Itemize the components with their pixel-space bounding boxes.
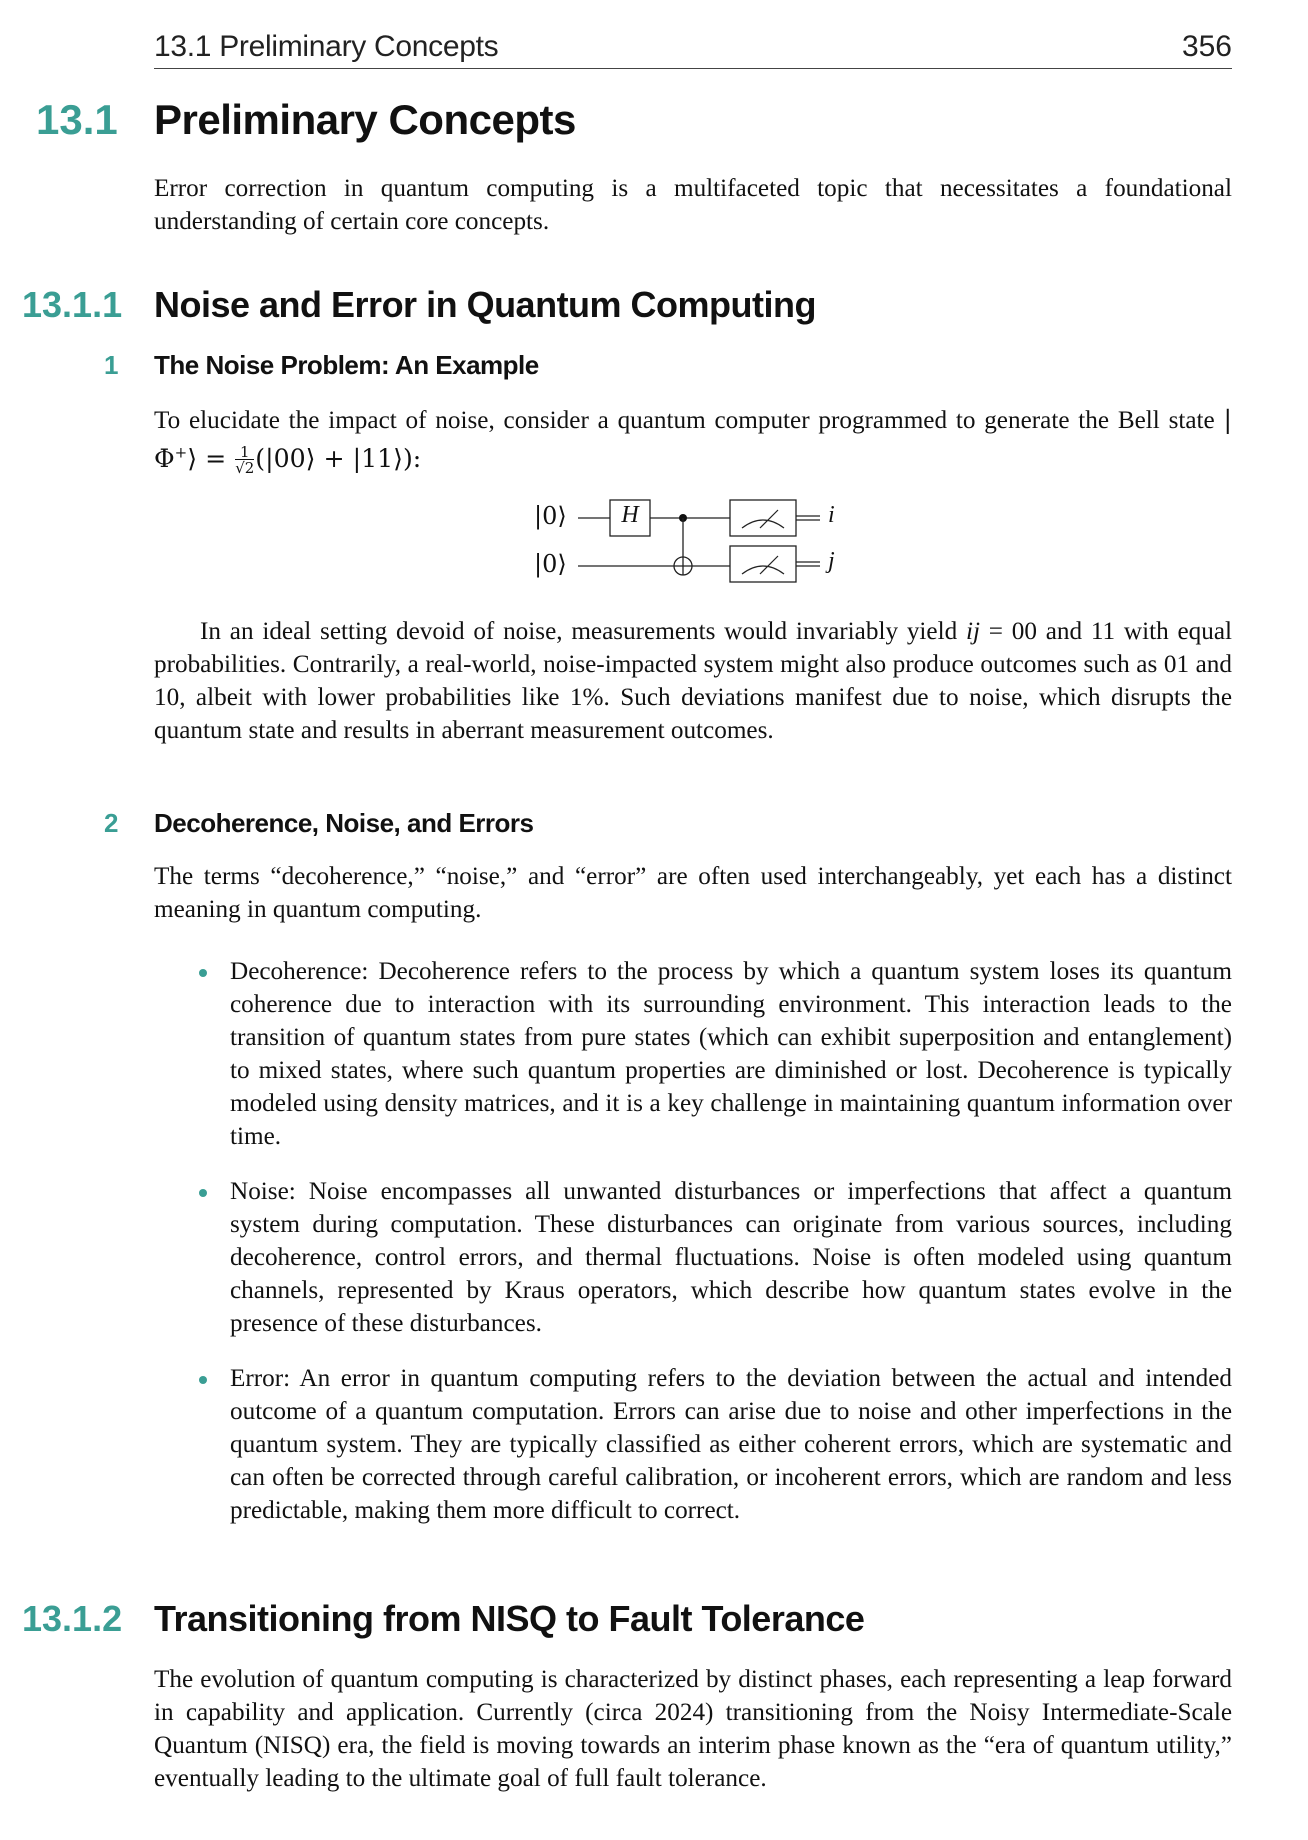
- bullet-icon: [199, 1376, 207, 1384]
- bell-state-circuit-diagram: [530, 486, 850, 586]
- bullet-icon: [199, 1189, 207, 1197]
- hadamard-label: H: [621, 502, 639, 528]
- section-number: 13.1: [36, 96, 118, 143]
- part-number: 2: [104, 808, 119, 838]
- subsection-heading-13-1-1: [0, 284, 1308, 328]
- fraction: $\frac{1}{√2}$: [235, 443, 255, 478]
- part-title: The Noise Problem: An Example: [154, 350, 539, 380]
- subsection-number: 13.1.2: [22, 1598, 123, 1639]
- output-i-label: i: [828, 502, 835, 528]
- subsection-number: 13.1.1: [22, 284, 123, 325]
- definitions-list: [154, 955, 1232, 1527]
- running-header-title: 13.1 Preliminary Concepts: [154, 30, 499, 63]
- list-item-noise: Noise: Noise encompasses all unwanted disturbances or imperfections that affect a quantum system during computation. These disturbances can originate from various sources, including decoherence, control errors, and thermal fluctuations. Noise is often modeled using quantum channels, represented by Kraus operators, which describe how quantum states evolve in the presence of these disturbances.: [154, 1175, 1232, 1340]
- part-number: 1: [104, 350, 119, 380]
- ideal-outcome-paragraph: In an ideal setting devoid of noise, measurements would invariably yield ij = 00 and 11 with equal probabilities. Contrarily, a real-world, noise-impacted system might also produce outcomes such as 01 and 10, albeit with lower probabilities like 1%. Such deviations manifest due to noise, which disrupts the quantum state and results in aberrant measurement outcomes.: [154, 618, 1233, 744]
- bullet-icon: [199, 969, 207, 977]
- bell-state-equation: |Φ+⟩ = $\frac{1}{√2}$ (|00⟩ + |11⟩):: [154, 405, 1232, 478]
- part-heading-1: [0, 350, 1308, 384]
- section-intro: Error correction in quantum computing is a multifaceted topic that necessitates a foundational understanding of certain core concepts.: [154, 175, 1232, 235]
- part-heading-2: [0, 808, 1308, 842]
- terms-intro-paragraph: The terms “decoherence,” “noise,” and “error” are often used interchangeably, yet each has a distinct meaning in quantum computing.: [154, 863, 1232, 923]
- section-title: Preliminary Concepts: [154, 96, 576, 143]
- output-j-label: j: [828, 548, 835, 574]
- qubit-0-label: |0⟩: [534, 502, 567, 530]
- qubit-1-label: |0⟩: [534, 550, 567, 578]
- subsection-title: Noise and Error in Quantum Computing: [154, 284, 817, 325]
- page-number: 356: [1181, 30, 1232, 63]
- subsection-title: Transitioning from NISQ to Fault Tolerance: [154, 1598, 865, 1639]
- list-item-error: Error: An error in quantum computing refers to the deviation between the actual and intended outcome of a quantum computation. Errors can arise due to noise and other imperfections in the quantum system. They are typically classified as either coherent errors, which are systematic and can often be corrected through careful calibration, or incoherent errors, which are random and less predictable, making them more difficult to correct.: [154, 1362, 1232, 1527]
- nisq-paragraph: The evolution of quantum computing is characterized by distinct phases, each representing a leap forward in capability and application. Currently (circa 2024) transitioning from the Noisy Intermediate-Scale Quantum (NISQ) era, the field is moving towards an interim phase known as the “era of quantum utility,” eventually leading to the ultimate goal of full fault tolerance.: [154, 1666, 1232, 1792]
- bell-state-paragraph: [154, 403, 1232, 476]
- variable-ij: ij: [965, 618, 980, 645]
- list-item-decoherence: Decoherence: Decoherence refers to the process by which a quantum system loses its quantum coherence due to interaction with its surrounding environment. This interaction leads to the transition of quantum states from pure states (which can exhibit superposition and entanglement) to mixed states, where such quantum properties are diminished or lost. Decoherence is typically modeled using density matrices, and it is a key challenge in maintaining quantum information over time.: [154, 955, 1232, 1153]
- part-title: Decoherence, Noise, and Errors: [154, 808, 534, 838]
- running-header: [154, 28, 1232, 69]
- section-heading: [0, 96, 1308, 146]
- bell-state-text: To elucidate the impact of noise, consider a quantum computer programmed to generate the Bell state: [154, 407, 1224, 434]
- subsection-heading-13-1-2: [0, 1598, 1308, 1642]
